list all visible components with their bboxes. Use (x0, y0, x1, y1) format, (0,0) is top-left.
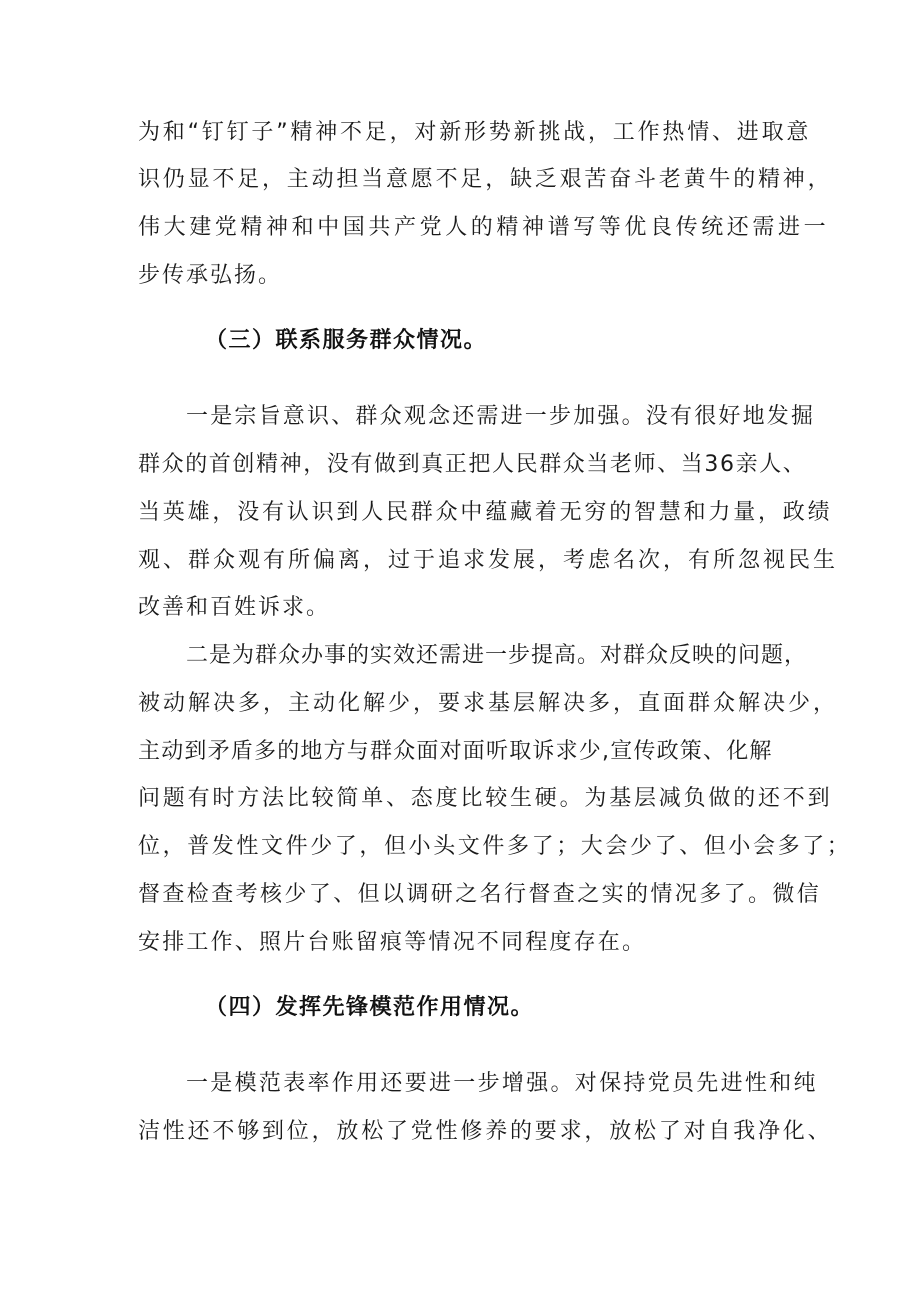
text-line: 主动到矛盾多的地方与群众面对面听取诉求少,宣传政策、化解 (138, 739, 773, 764)
text-line: 改善和百姓诉求。 (138, 595, 331, 620)
section-heading-4: （四）发挥先锋模范作用情况。 (205, 995, 535, 1020)
text-line: 观、群众观有所偏离，过于追求发展，考虑名次，有所忽视民生 (138, 548, 839, 573)
text-line: 位，普发性文件少了，但小头文件多了；大会少了、但小会多了； (138, 834, 852, 859)
text-line: 问题有时方法比较简单、态度比较生硬。为基层减负做的还不到 (138, 786, 833, 811)
text-line: 洁性还不够到位，放松了党性修养的要求，放松了对自我净化、 (138, 1119, 833, 1144)
text-line: 识仍显不足，主动担当意愿不足，缺乏艰苦奋斗老黄牛的精神， (138, 167, 833, 192)
section-heading-3: （三）联系服务群众情况。 (205, 328, 488, 353)
text-line: 一是模范表率作用还要进一步增强。对保持党员先进性和纯 (186, 1071, 818, 1096)
text-line: 被动解决多，主动化解少，要求基层解决多，直面群众解决少， (138, 691, 839, 716)
text-line: 群众的首创精神，没有做到真正把人民群众当老师、当36亲人、 (138, 452, 807, 477)
text-line: 二是为群众办事的实效还需进一步提高。对群众反映的问题， (186, 643, 808, 668)
text-line: 一是宗旨意识、群众观念还需进一步加强。没有很好地发掘 (186, 404, 816, 429)
text-line: 步传承弘扬。 (138, 263, 283, 288)
text-line: 督查检查考核少了、但以调研之名行督查之实的情况多了。微信 (138, 882, 822, 907)
text-line: 为和“钉钉子”精神不足，对新形势新挑战，工作热情、进取意 (138, 120, 812, 145)
text-line: 安排工作、照片台账留痕等情况不同程度存在。 (138, 930, 647, 955)
text-line: 当英雄，没有认识到人民群众中蕴藏着无穷的智慧和力量，政绩 (138, 500, 833, 525)
text-line: 伟大建党精神和中国共产党人的精神谱写等优良传统还需进一 (138, 215, 830, 240)
